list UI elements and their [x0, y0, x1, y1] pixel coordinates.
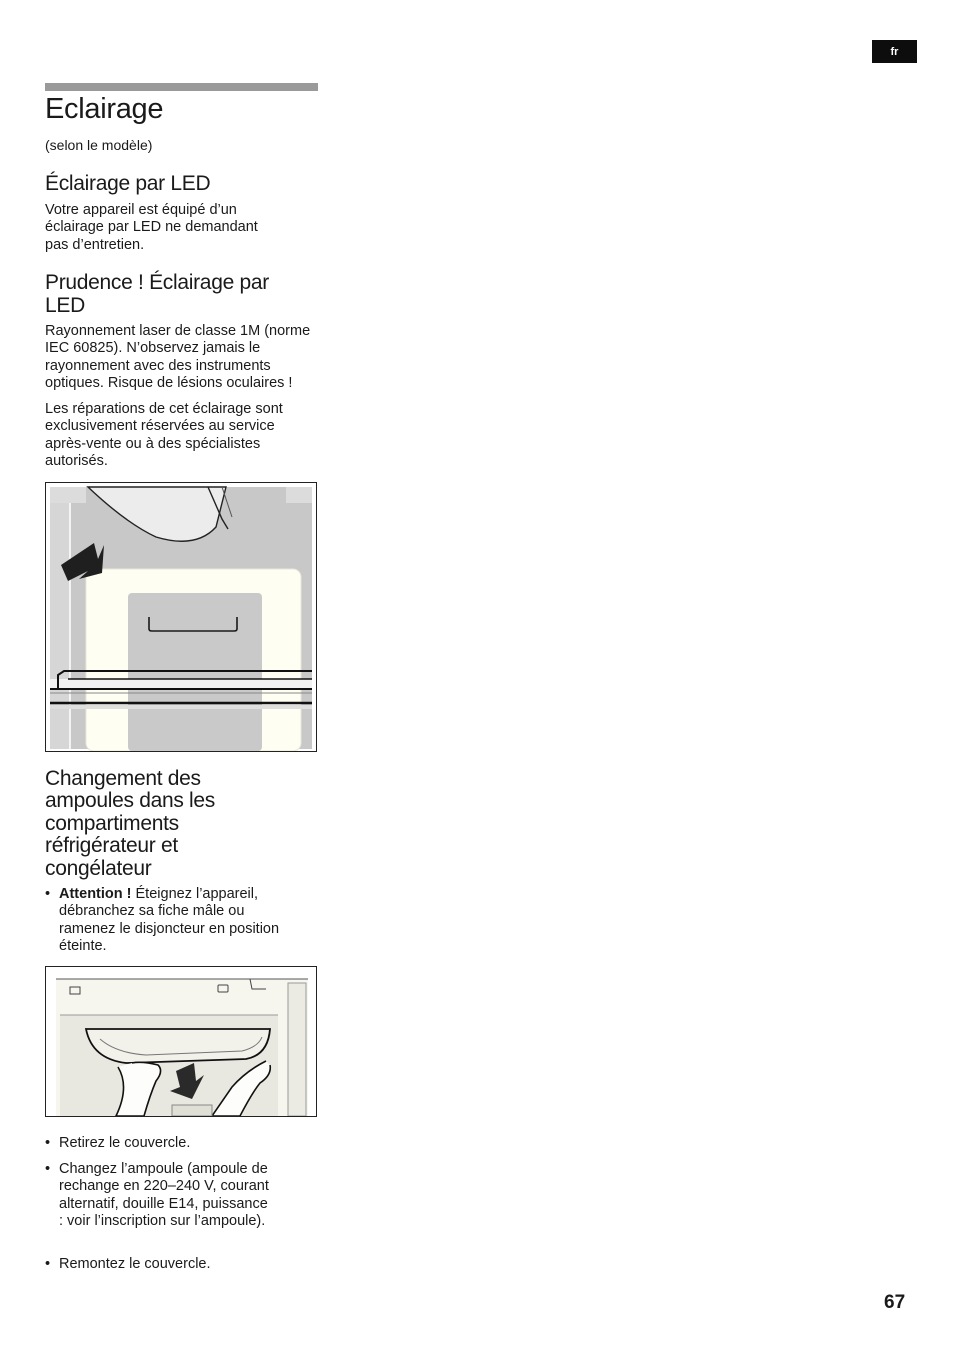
bullet-dot: • — [45, 886, 51, 902]
heading-bulb-change: Changement des ampoules dans les compartiments réfrigérateur et congélateur — [45, 767, 216, 880]
step-list-item — [45, 1256, 317, 1273]
step-list-item — [45, 1161, 317, 1230]
bullet-dot: • — [45, 1161, 51, 1177]
step-text: Changez l’ampoule (ampoule de rechange en 220–240 V, courant alternatif, douille E14, puissance : voir l’inscription sur l’ampoule). — [59, 1161, 269, 1229]
heading-led-lighting: Éclairage par LED — [45, 172, 211, 195]
title-rule — [45, 83, 318, 91]
step-text: Remontez le couvercle. — [59, 1256, 211, 1272]
caution-text-1: Rayonnement laser de classe 1M (norme IEC 60825). N’observez jamais le rayonnement avec des instruments optiques. Risque de lésions oculaires ! — [45, 323, 311, 391]
heading-caution-led: Prudence ! Éclairage par LED — [45, 271, 269, 317]
cover-removal-illustration — [45, 966, 317, 1117]
caution-text-2: Les réparations de cet éclairage sont exclusivement réservées au service après-vente ou à des spécialistes autorisés. — [45, 401, 283, 469]
step-text: Retirez le couvercle. — [59, 1135, 191, 1151]
attention-label: Attention ! — [59, 886, 132, 902]
led-lighting-text: Votre appareil est équipé d’un éclairage par LED ne demandant pas d’entretien. — [45, 202, 258, 253]
bullet-dot: • — [45, 1256, 51, 1272]
page-title: Eclairage — [45, 93, 164, 125]
attention-list-item — [45, 886, 317, 955]
bullet-dot: • — [45, 1135, 51, 1151]
step-list-item — [45, 1135, 317, 1152]
page-number: 67 — [884, 1292, 906, 1313]
page-subtitle: (selon le modèle) — [45, 137, 153, 153]
led-light-illustration — [45, 482, 317, 752]
language-tab: fr — [872, 40, 917, 63]
attention-text: Éteignez l’appareil, débranchez sa fiche mâle ou ramenez le disjoncteur en position éteinte. — [59, 886, 280, 954]
